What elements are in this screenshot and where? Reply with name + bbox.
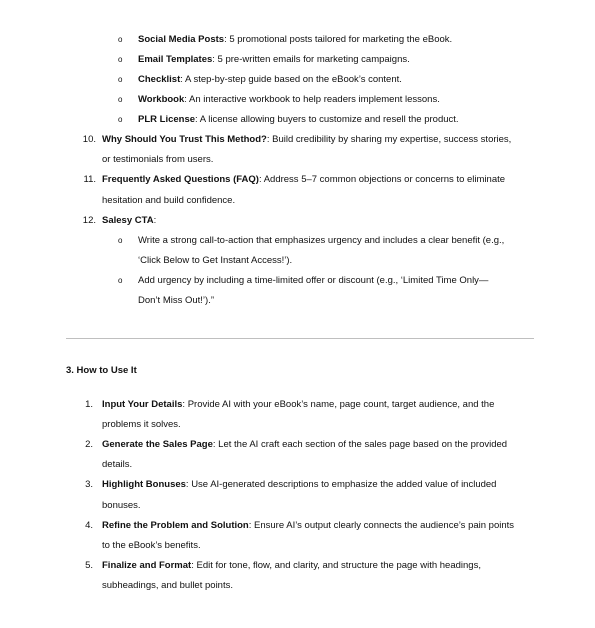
section-heading: 3. How to Use It (66, 365, 137, 376)
list-item: Write a strong call-to-action that emphasizes urgency and includes a clear benefit (e.g., (138, 235, 505, 246)
list-item: Salesy CTA: (102, 215, 157, 226)
bullet-icon: o (118, 236, 123, 245)
bullet-icon: o (118, 75, 123, 84)
list-item-continuation: subheadings, and bullet points. (102, 580, 233, 591)
item-number: 11. (83, 174, 96, 185)
item-number: 10. (82, 134, 96, 145)
item-number: 12. (82, 215, 96, 226)
item-number: 4. (85, 520, 93, 531)
bullet-icon: o (118, 115, 123, 124)
list-item: Generate the Sales Page: Let the AI craft each section of the sales page based on the provided (102, 439, 508, 450)
list-item: PLR License: A license allowing buyers to customize and resell the product. (138, 114, 459, 125)
bullet-icon: o (118, 35, 123, 44)
list-item: Input Your Details: Provide AI with your eBook’s name, page count, target audience, and the (102, 399, 495, 410)
bullet-icon: o (118, 276, 123, 285)
list-item-continuation: details. (102, 459, 133, 470)
list-item-continuation: hesitation and build confidence. (102, 195, 236, 206)
list-item-continuation: Don’t Miss Out!’).” (138, 295, 215, 306)
item-number: 5. (85, 560, 93, 571)
list-item-continuation: problems it solves. (102, 419, 181, 430)
list-item: Workbook: An interactive workbook to help readers implement lessons. (138, 94, 440, 105)
list-item: Email Templates: 5 pre-written emails for marketing campaigns. (138, 54, 410, 65)
item-number: 3. (85, 479, 93, 490)
list-item: Why Should You Trust This Method?: Build credibility by sharing my expertise, success stories, (102, 134, 512, 145)
horizontal-divider (66, 338, 534, 339)
item-number: 1. (85, 399, 93, 410)
list-item-continuation: to the eBook’s benefits. (102, 540, 201, 551)
list-item-continuation: ‘Click Below to Get Instant Access!’). (138, 255, 293, 266)
list-item: Checklist: A step-by-step guide based on the eBook’s content. (138, 74, 402, 85)
bullet-icon: o (118, 55, 123, 64)
list-item-continuation: bonuses. (102, 500, 141, 511)
list-item: Finalize and Format: Edit for tone, flow, and clarity, and structure the page with headings, (102, 560, 481, 571)
list-item: Social Media Posts: 5 promotional posts tailored for marketing the eBook. (138, 34, 453, 45)
list-item-continuation: or testimonials from users. (102, 154, 214, 165)
list-item: Add urgency by including a time-limited offer or discount (e.g., ‘Limited Time Only— (138, 275, 489, 286)
item-number: 2. (85, 439, 93, 450)
list-item: Highlight Bonuses: Use AI-generated descriptions to emphasize the added value of included (102, 479, 497, 490)
list-item: Refine the Problem and Solution: Ensure AI’s output clearly connects the audience’s pain points (102, 520, 515, 531)
list-item: Frequently Asked Questions (FAQ): Address 5–7 common objections or concerns to eliminate (102, 174, 506, 185)
bullet-icon: o (118, 95, 123, 104)
